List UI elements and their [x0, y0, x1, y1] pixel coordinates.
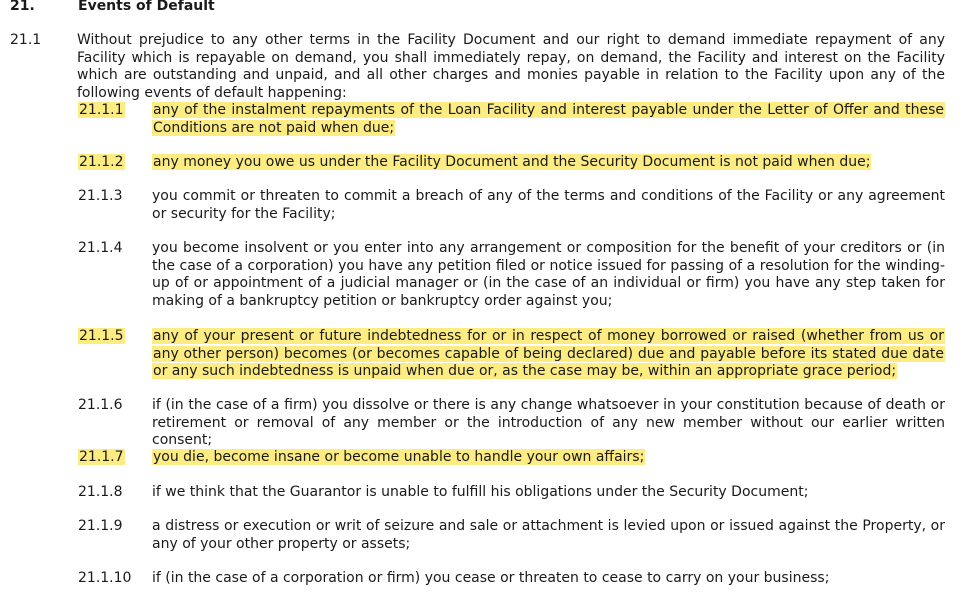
- item-text: a distress or execution or writ of seizure and sale or attachment is levied upon or issued against the Property, or any of your other property or assets;: [152, 518, 945, 552]
- item-number: 21.1.10: [78, 570, 132, 586]
- item-text: you die, become insane or become unable to handle your own affairs;: [153, 449, 645, 465]
- item-number: 21.1.7: [79, 449, 124, 465]
- item-number: 21.1.1: [79, 102, 124, 118]
- item-text: any money you owe us under the Facility Document and the Security Document is not paid when due;: [153, 154, 871, 170]
- item-text: if (in the case of a corporation or firm) you cease or threaten to cease to carry on your business;: [152, 570, 830, 586]
- item-number: 21.1.8: [78, 484, 123, 500]
- item-number: 21.1.2: [79, 154, 124, 170]
- item-text: if we think that the Guarantor is unable to fulfill his obligations under the Security Document;: [152, 484, 809, 500]
- item-text: you become insolvent or you enter into any arrangement or composition for the benefit of your creditors or (in the case of a corporation) you have any petition filed or notice issued for passing of a resolution for the winding-up of or appointment of a judicial manager or (in the case of an individual or firm) you have any step taken for making of a bankruptcy petition or bankruptcy order against you;: [152, 240, 945, 309]
- item-number: 21.1.6: [78, 397, 123, 413]
- item-number: 21.1.3: [78, 188, 123, 204]
- item-text: if (in the case of a firm) you dissolve or there is any change whatsoever in your constitution because of death or retirement or removal of any member or the introduction of any new member without our earlier written consent;: [152, 397, 945, 448]
- item-text: any of your present or future indebtedness for or in respect of money borrowed or raised (whether from us or any other person) becomes (or becomes capable of being declared) due and payable before its stated due date or any such indebtedness is unpaid when due or, as the case may be, within an appropriate grace period;: [153, 328, 944, 379]
- item-text: you commit or threaten to commit a breach of any of the terms and conditions of the Facility or any agreement or security for the Facility;: [152, 188, 945, 222]
- section-heading: [0, 0, 980, 18]
- section-number: 21.: [10, 0, 35, 14]
- item-text: any of the instalment repayments of the Loan Facility and interest payable under the Letter of Offer and these Conditions are not paid when due;: [153, 102, 944, 136]
- item-number: 21.1.5: [79, 328, 124, 344]
- item-number: 21.1.9: [78, 518, 123, 534]
- clause-text: Without prejudice to any other terms in the Facility Document and our right to demand immediate repayment of any Facility which is repayable on demand, you shall immediately repay, on demand, the Facility and interest on the Facility which are outstanding and unpaid, and all other charges and monies payable in relation to the Facility upon any of the following events of default happening:: [77, 32, 945, 101]
- item-number: 21.1.4: [78, 240, 123, 256]
- clause-number: 21.1: [10, 32, 42, 48]
- section-title: Events of Default: [78, 0, 215, 14]
